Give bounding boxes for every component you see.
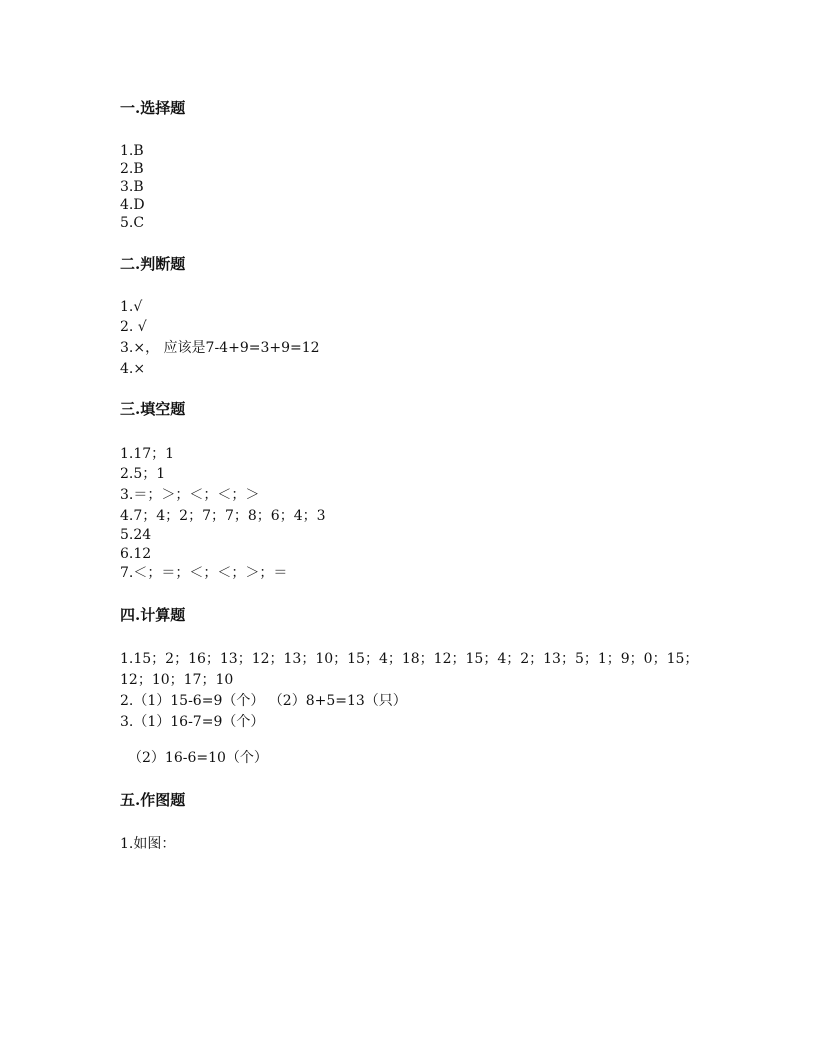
answer-item: 1.√ (120, 299, 143, 315)
section-title-judgment: 二.判断题 (120, 255, 186, 273)
answer-item: 5.24 (120, 527, 152, 543)
answer-item: 4.× (120, 361, 146, 377)
answer-item: 2. √ (120, 319, 147, 335)
answer-item: 6.12 (120, 546, 152, 562)
section-title-choice: 一.选择题 (120, 99, 186, 117)
answer-item: 3.＝；＞；＜；＜；＞ (120, 487, 260, 503)
answer-item: 2.5；1 (120, 466, 166, 482)
answer-item: 2.（1）15-6=9（个） （2）8+5=13（只） (120, 693, 407, 709)
section-title-drawing: 五.作图题 (120, 791, 186, 809)
answer-item: 3.B (120, 179, 144, 195)
answer-item: 1.如图： (120, 836, 176, 852)
answer-item: （2）16-6=10（个） (128, 750, 268, 766)
answer-item: 2.B (120, 161, 144, 177)
answer-item: 7.＜；＝；＜；＜；＞；＝ (120, 565, 288, 581)
answer-item: 5.C (120, 215, 145, 231)
answer-item: 1.B (120, 143, 144, 159)
answer-item: 1.15；2；16；13；12；13；10；15；4；18；12；15；4；2；13；5；1；9；0；15；12；10；17；10 (120, 651, 699, 688)
section-title-calculation: 四.计算题 (120, 606, 186, 624)
answer-item: 1.17；1 (120, 446, 175, 462)
answer-item: 3.×， 应该是7-4+9=3+9=12 (120, 340, 320, 356)
section-title-fill-blank: 三.填空题 (120, 400, 186, 418)
answer-item: 4.7；4；2；7；7；8；6；4；3 (120, 508, 326, 524)
answer-item: 3.（1）16-7=9（个） (120, 714, 265, 730)
answer-item: 4.D (120, 197, 145, 213)
